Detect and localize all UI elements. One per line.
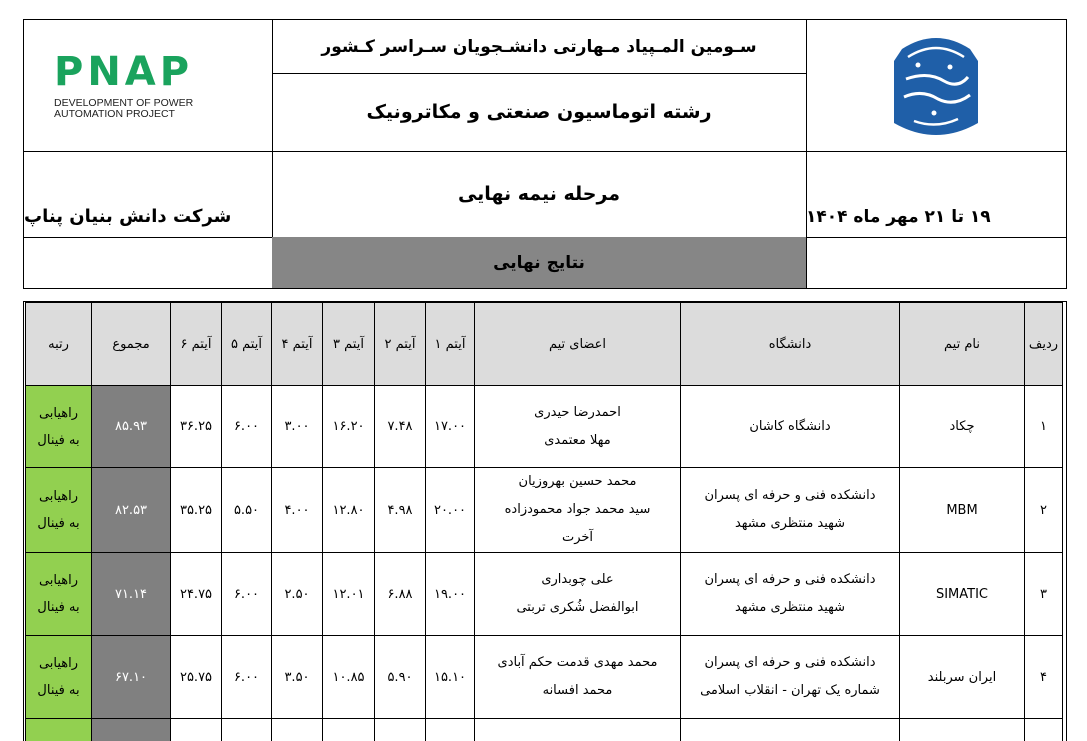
item4-score: ۳.۵۰ bbox=[272, 636, 323, 719]
item2-score: ۴.۹۸ bbox=[375, 468, 426, 553]
university-cell: دانشکده فنی و حرفه ای پسران شماره یک تهران - انقلاب اسلامی bbox=[681, 636, 900, 719]
row-number: ۲ bbox=[1025, 468, 1063, 553]
table-row bbox=[26, 553, 1063, 636]
row-number: ۱ bbox=[1025, 386, 1063, 468]
pnap-wordmark: PNAP bbox=[54, 52, 193, 92]
results-table-wrapper bbox=[23, 301, 1067, 741]
members-cell: محمد حسین بهروزیان سید محمد جواد محمودزاده آخرت bbox=[475, 468, 681, 553]
table-row bbox=[26, 386, 1063, 468]
total-score: ۷۱.۱۴ bbox=[92, 553, 171, 636]
col-total-header: مجموع bbox=[92, 303, 171, 386]
team-name: چکاد bbox=[900, 386, 1025, 468]
pnap-subtitle: DEVELOPMENT OF POWER AUTOMATION PROJECT bbox=[54, 98, 193, 120]
item6-score: ۲۵.۷۵ bbox=[171, 636, 222, 719]
item4-score: ۴.۰۰ bbox=[272, 468, 323, 553]
members-cell: احمدرضا حیدری مهلا معتمدی bbox=[475, 386, 681, 468]
item4-score: ۲.۵۰ bbox=[272, 553, 323, 636]
total-score: ۸۵.۹۳ bbox=[92, 386, 171, 468]
rank-status: راهیابی به فینال bbox=[26, 386, 92, 468]
item5-score: ۶.۰۰ bbox=[222, 636, 272, 719]
row-number: ۴ bbox=[1025, 636, 1063, 719]
item6-score: ۲۴.۷۵ bbox=[171, 553, 222, 636]
total-score: ۶۷.۱۰ bbox=[92, 636, 171, 719]
company-name: شرکت دانش بنیان پناپ bbox=[24, 151, 272, 237]
item6-score: ۳۵.۲۵ bbox=[171, 468, 222, 553]
document-header bbox=[23, 19, 1067, 289]
col-item3-header: آیتم ۳ bbox=[323, 303, 375, 386]
item1-score: ۱۵.۱۰ bbox=[426, 636, 475, 719]
table-row bbox=[26, 468, 1063, 553]
item2-score: ۶.۸۸ bbox=[375, 553, 426, 636]
team-name: MBM bbox=[900, 468, 1025, 553]
university-cell: دانشکده فنی و حرفه ای پسران شهید منتظری مشهد bbox=[681, 468, 900, 553]
members-cell: محمد مهدی قدمت حکم آبادی محمد افسانه bbox=[475, 636, 681, 719]
item5-score: ۵.۵۰ bbox=[222, 468, 272, 553]
item3-score: ۱۰.۸۵ bbox=[323, 636, 375, 719]
col-item5-header: آیتم ۵ bbox=[222, 303, 272, 386]
item5-score: ۶.۰۰ bbox=[222, 553, 272, 636]
item1-score: ۱۹.۰۰ bbox=[426, 553, 475, 636]
col-row-header: ردیف bbox=[1025, 303, 1063, 386]
col-item2-header: آیتم ۲ bbox=[375, 303, 426, 386]
rank-status: راهیابی به فینال bbox=[26, 468, 92, 553]
item4-score: ۳.۰۰ bbox=[272, 386, 323, 468]
results-table bbox=[25, 302, 1063, 741]
col-rank-header: رتبه bbox=[26, 303, 92, 386]
table-row-partial bbox=[26, 719, 1063, 741]
item6-score: ۳۶.۲۵ bbox=[171, 386, 222, 468]
item3-score: ۱۶.۲۰ bbox=[323, 386, 375, 468]
col-university-header: دانشگاه bbox=[681, 303, 900, 386]
university-cell: دانشگاه کاشان bbox=[681, 386, 900, 468]
members-cell: علی چوبداری ابوالفضل شُکری تربتی bbox=[475, 553, 681, 636]
row-number: ۳ bbox=[1025, 553, 1063, 636]
competition-title: سـومین المـپیاد مـهارتی دانشـجویان سـراسر کـشور bbox=[272, 20, 806, 73]
emblem-icon bbox=[888, 31, 984, 141]
item2-score: ۵.۹۰ bbox=[375, 636, 426, 719]
rank-status: راهیابی به فینال bbox=[26, 553, 92, 636]
university-emblem bbox=[806, 20, 1066, 151]
team-name: SIMATIC bbox=[900, 553, 1025, 636]
pnap-logo bbox=[24, 20, 272, 151]
stage-title: مرحله نیمه نهایی bbox=[272, 151, 806, 237]
item2-score: ۷.۴۸ bbox=[375, 386, 426, 468]
final-results-banner: نتایج نهایی bbox=[272, 237, 806, 288]
col-team-header: نام تیم bbox=[900, 303, 1025, 386]
col-item1-header: آیتم ۱ bbox=[426, 303, 475, 386]
rank-status: راهیابی به فینال bbox=[26, 636, 92, 719]
item5-score: ۶.۰۰ bbox=[222, 386, 272, 468]
item1-score: ۲۰.۰۰ bbox=[426, 468, 475, 553]
col-members-header: اعضای تیم bbox=[475, 303, 681, 386]
item3-score: ۱۲.۸۰ bbox=[323, 468, 375, 553]
table-header-row bbox=[26, 303, 1063, 386]
item1-score: ۱۷.۰۰ bbox=[426, 386, 475, 468]
table-row bbox=[26, 636, 1063, 719]
total-score: ۸۲.۵۳ bbox=[92, 468, 171, 553]
event-dates: ۱۹ تا ۲۱ مهر ماه ۱۴۰۴ bbox=[806, 151, 1066, 237]
field-title: رشته اتوماسیون صنعتی و مکاترونیک bbox=[272, 73, 806, 151]
col-item4-header: آیتم ۴ bbox=[272, 303, 323, 386]
university-cell: دانشکده فنی و حرفه ای پسران شهید منتظری مشهد bbox=[681, 553, 900, 636]
col-item6-header: آیتم ۶ bbox=[171, 303, 222, 386]
item3-score: ۱۲.۰۱ bbox=[323, 553, 375, 636]
team-name: ایران سربلند bbox=[900, 636, 1025, 719]
